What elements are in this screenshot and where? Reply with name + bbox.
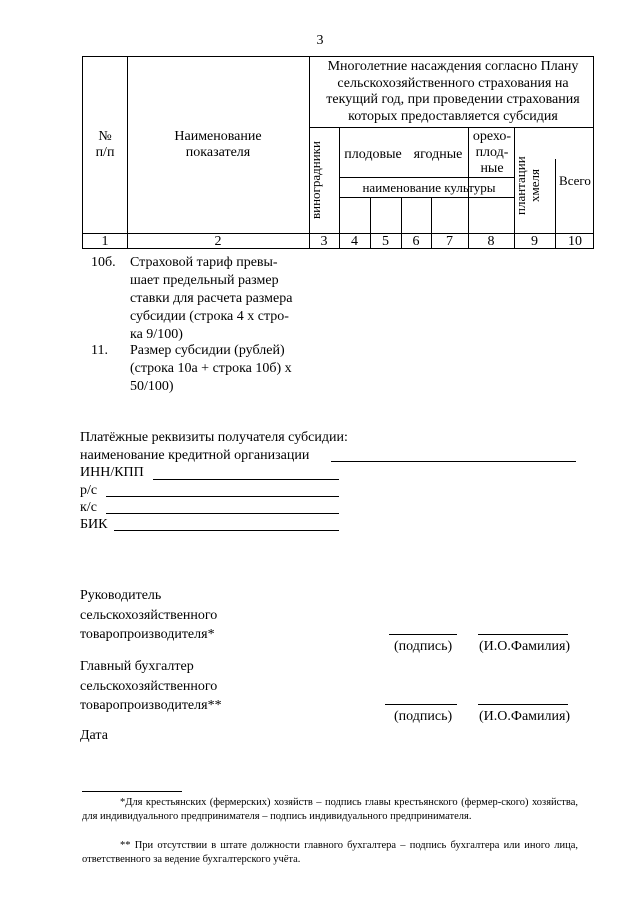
col-number: 2 <box>214 234 222 249</box>
sign-caption: (подпись) <box>394 709 453 724</box>
footnote-separator <box>82 791 182 792</box>
total-header: Всего <box>559 173 591 188</box>
row-number: 11. <box>91 343 108 358</box>
group-header: Многолетние насаждения согласно Плану сельскохозяйственного страхования на текущий год, при проведении страхования которых предоставляется субсидия <box>326 59 580 124</box>
footnote-1: *Для крестьянских (фермерских) хозяйств – подпись главы крестьянского (фермер-ского) хозяйства, для индивидуального предпринимателя – подпись индивидуального предпринимателя. <box>82 797 578 822</box>
bank-label: наименование кредитной организации <box>80 448 310 463</box>
hops-header: плантации хмеля <box>513 156 542 216</box>
sign-caption: (подпись) <box>394 639 453 654</box>
name-caption: (И.О.Фамилия) <box>479 709 571 724</box>
head-label: Руководитель сельскохозяйственного товаропроизводителя* <box>80 588 218 642</box>
col-number: 7 <box>446 234 453 249</box>
inn-label: ИНН/КПП <box>80 465 144 480</box>
col-number: 5 <box>382 234 389 249</box>
ks-label: к/с <box>80 500 97 515</box>
col-number: 10 <box>568 234 582 249</box>
name-caption: (И.О.Фамилия) <box>479 639 571 654</box>
rs-field[interactable] <box>106 496 339 497</box>
row-number: 10б. <box>91 255 116 270</box>
table-rule <box>309 127 593 128</box>
col-number: 8 <box>487 234 495 249</box>
col-number: 9 <box>531 234 538 249</box>
fruit-header: плодовые <box>344 147 402 162</box>
row-text: Размер субсидии (рублей) (строка 10а + строка 10б) х 50/100) <box>130 343 292 394</box>
rs-label: р/с <box>80 483 98 498</box>
bik-label: БИК <box>80 517 108 532</box>
head-name-line[interactable] <box>478 634 568 635</box>
date-label: Дата <box>80 728 108 743</box>
page-number: 3 <box>316 33 324 48</box>
head-signature-line[interactable] <box>389 634 457 635</box>
bank-field[interactable] <box>331 461 576 462</box>
footnote-2: ** При отсутствии в штате должности главного бухгалтера – подпись бухгалтера или иного лица, ответственного за ведение бухгалтерского учёта. <box>82 840 578 865</box>
table-rule <box>339 197 515 198</box>
row-text: Страховой тариф превы- шает предельный размер ставки для расчета размера субсидии (строка 4 х стро- ка 9/100) <box>130 255 293 342</box>
table-rule <box>339 177 515 178</box>
accountant-name-line[interactable] <box>478 704 568 705</box>
vineyards-header: виноградники <box>308 141 323 219</box>
crop-name-label: наименование культуры <box>362 180 496 195</box>
requisites-title: Платёжные реквизиты получателя субсидии: <box>80 430 348 445</box>
data-table <box>82 56 594 249</box>
ks-field[interactable] <box>106 513 339 514</box>
accountant-signature-line[interactable] <box>385 704 457 705</box>
accountant-label: Главный бухгалтер сельскохозяйственного товаропроизводителя** <box>80 659 222 713</box>
berry-header: ягодные <box>413 147 463 162</box>
inn-field[interactable] <box>153 479 339 480</box>
col-number: 1 <box>101 234 109 249</box>
nut-header: орехо- плод- ные <box>472 129 512 176</box>
col-number: 6 <box>412 234 420 249</box>
bik-field[interactable] <box>114 530 339 531</box>
col-name-header: Наименование показателя <box>174 129 262 160</box>
col-number: 3 <box>320 234 328 249</box>
col-no-header: № п/п <box>95 129 115 160</box>
col-number: 4 <box>351 234 358 249</box>
